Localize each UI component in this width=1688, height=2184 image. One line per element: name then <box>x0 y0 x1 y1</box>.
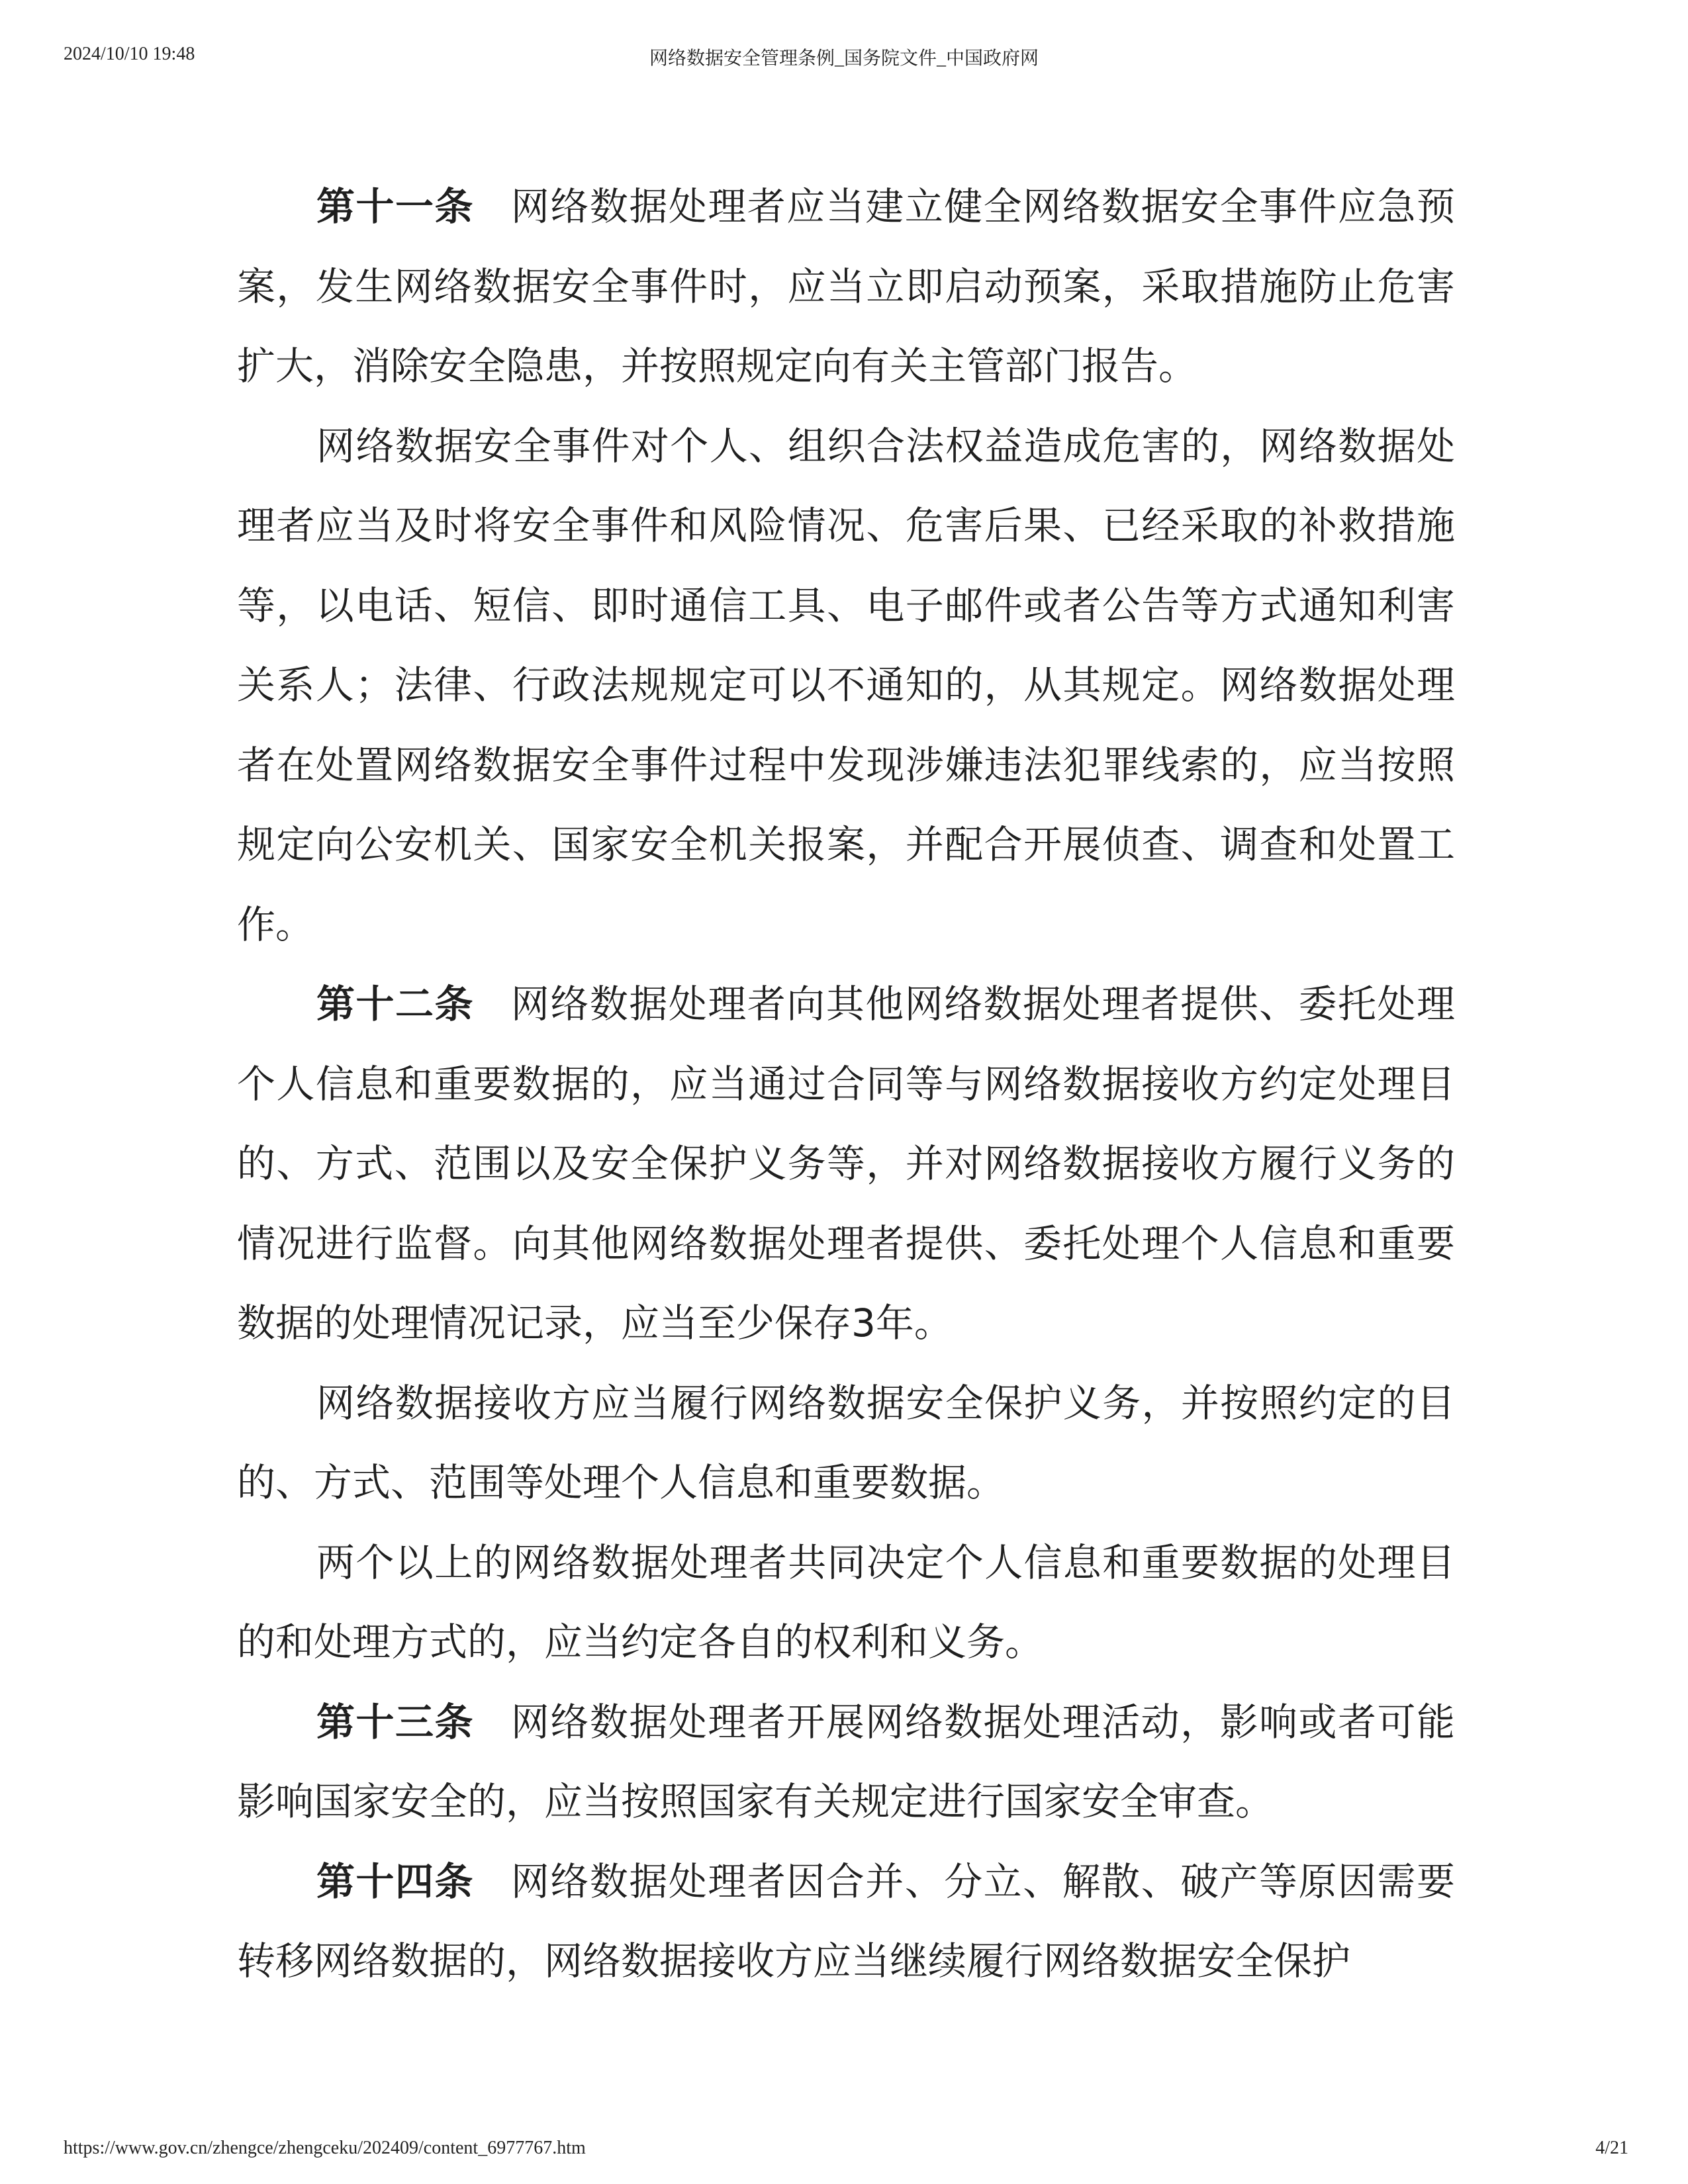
article-number: 第十一条 <box>316 184 474 229</box>
article-14 <box>237 1842 1455 2001</box>
print-footer <box>0 2138 1688 2177</box>
article-text: 网络数据处理者开展网络数据处理活动，影响或者可能影响国家安全的，应当按照国家有关规定进行国家安全审查。 <box>237 1699 1455 1824</box>
page-number: 4/21 <box>1595 2138 1628 2158</box>
article-13 <box>237 1682 1455 1842</box>
article-text: 网络数据处理者因合并、分立、解散、破产等原因需要转移网络数据的，网络数据接收方应当继续履行网络数据安全保护 <box>237 1858 1455 1983</box>
source-url: https://www.gov.cn/zhengce/zhengceku/202409/content_6977767.htm <box>64 2138 586 2158</box>
article-11-paragraph-2: 网络数据安全事件对个人、组织合法权益造成危害的，网络数据处理者应当及时将安全事件和风险情况、危害后果、已经采取的补救措施等，以电话、短信、即时通信工具、电子邮件或者公告等方式通知利害关系人；法律、行政法规规定可以不通知的，从其规定。网络数据处理者在处置网络数据安全事件过程中发现涉嫌违法犯罪线索的，应当按照规定向公安机关、国家安全机关报案，并配合开展侦查、调查和处置工作。 <box>237 423 1455 947</box>
article-12-paragraph-3: 两个以上的网络数据处理者共同决定个人信息和重要数据的处理目的和处理方式的，应当约定各自的权利和义务。 <box>237 1539 1455 1664</box>
article-text: 网络数据处理者向其他网络数据处理者提供、委托处理个人信息和重要数据的，应当通过合同等与网络数据接收方约定处理目的、方式、范围以及安全保护义务等，并对网络数据接收方履行义务的情况进行监督。向其他网络数据处理者提供、委托处理个人信息和重要数据的处理情况记录，应当至少保存3年。 <box>237 981 1455 1345</box>
document-body <box>237 167 1455 2001</box>
article-11 <box>237 167 1455 406</box>
article-text: 网络数据处理者应当建立健全网络数据安全事件应急预案，发生网络数据安全事件时，应当立即启动预案，采取措施防止危害扩大，消除安全隐患，并按照规定向有关主管部门报告。 <box>237 184 1455 388</box>
article-number: 第十四条 <box>316 1858 474 1904</box>
article-12 <box>237 964 1455 1363</box>
document-title: 网络数据安全管理条例_国务院文件_中国政府网 <box>649 48 1039 69</box>
print-header <box>0 44 1688 83</box>
article-number: 第十三条 <box>316 1699 474 1745</box>
article-number: 第十二条 <box>316 981 474 1026</box>
article-12-paragraph-2: 网络数据接收方应当履行网络数据安全保护义务，并按照约定的目的、方式、范围等处理个人信息和重要数据。 <box>237 1380 1455 1505</box>
print-datetime: 2024/10/10 19:48 <box>64 44 195 64</box>
